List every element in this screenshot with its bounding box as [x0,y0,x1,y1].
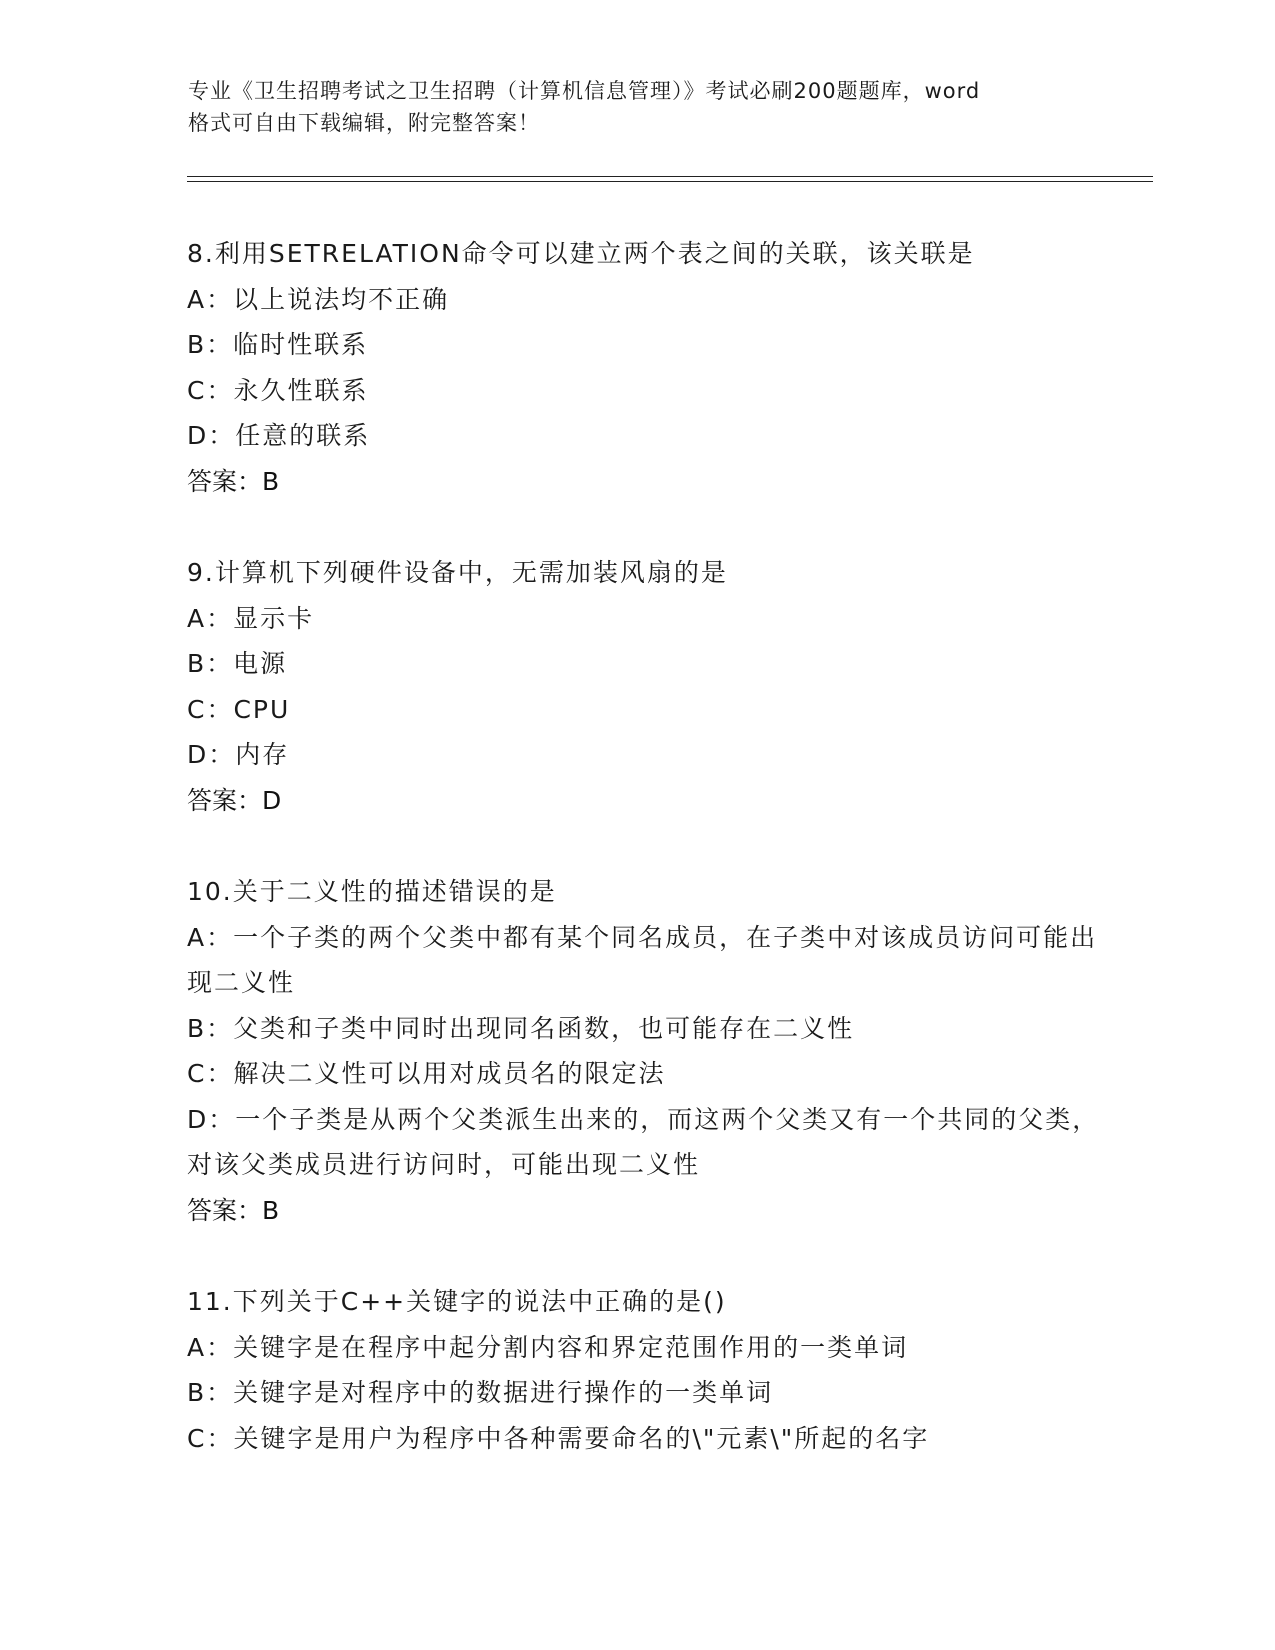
question-stem: 11.下列关于C++关键字的说法中正确的是() [187,1287,727,1316]
question-list [187,231,1107,1507]
option-d: D：一个子类是从两个父类派生出来的，而这两个父类又有一个共同的父类，对该父类成员进行访问时，可能出现二义性 [187,1104,1100,1179]
option-b: B：临时性联系 [187,330,369,359]
document-header [188,75,1088,139]
option-c: C：关键字是用户为程序中各种需要命名的\"元素\"所起的名字 [187,1423,930,1453]
option-b: B：电源 [187,649,288,678]
option-b: B：关键字是对程序中的数据进行操作的一类单词 [187,1378,774,1407]
question-8 [187,231,1107,504]
question-11 [187,1279,1107,1461]
question-stem: 10.关于二义性的描述错误的是 [187,877,557,906]
header-divider-top [187,176,1153,177]
question-10 [187,869,1107,1233]
answer-line [187,459,1107,505]
option-b: B：父类和子类中同时出现同名函数，也可能存在二义性 [187,1013,855,1043]
answer-line [187,1188,1107,1234]
option-d: D：内存 [187,740,290,769]
answer-line [187,778,1107,824]
option-d: D：任意的联系 [187,421,371,450]
answer-value: B [262,466,280,496]
option-c: C：永久性联系 [187,375,369,405]
question-9 [187,550,1107,823]
option-a: A：以上说法均不正确 [187,284,450,314]
answer-label: 答案： [187,785,263,815]
answer-value: B [262,1195,280,1225]
header-line-2: 格式可自由下载编辑，附完整答案！ [188,111,540,135]
option-a: A：关键字是在程序中起分割内容和界定范围作用的一类单词 [187,1332,909,1362]
answer-label: 答案： [187,466,263,496]
question-stem: 8.利用SETRELATION命令可以建立两个表之间的关联，该关联是 [187,239,975,268]
question-stem: 9.计算机下列硬件设备中，无需加装风扇的是 [187,558,728,587]
answer-value: D [262,785,282,815]
option-c: C：解决二义性可以用对成员名的限定法 [187,1059,666,1088]
header-divider-bottom [187,181,1153,182]
option-a: A：一个子类的两个父类中都有某个同名成员，在子类中对该成员访问可能出现二义性 [187,922,1098,997]
option-a: A：显示卡 [187,603,315,633]
answer-label: 答案： [187,1195,263,1225]
header-line-1: 专业《卫生招聘考试之卫生招聘（计算机信息管理）》考试必刷200题题库，word [188,79,981,103]
option-c: C：CPU [187,694,291,724]
